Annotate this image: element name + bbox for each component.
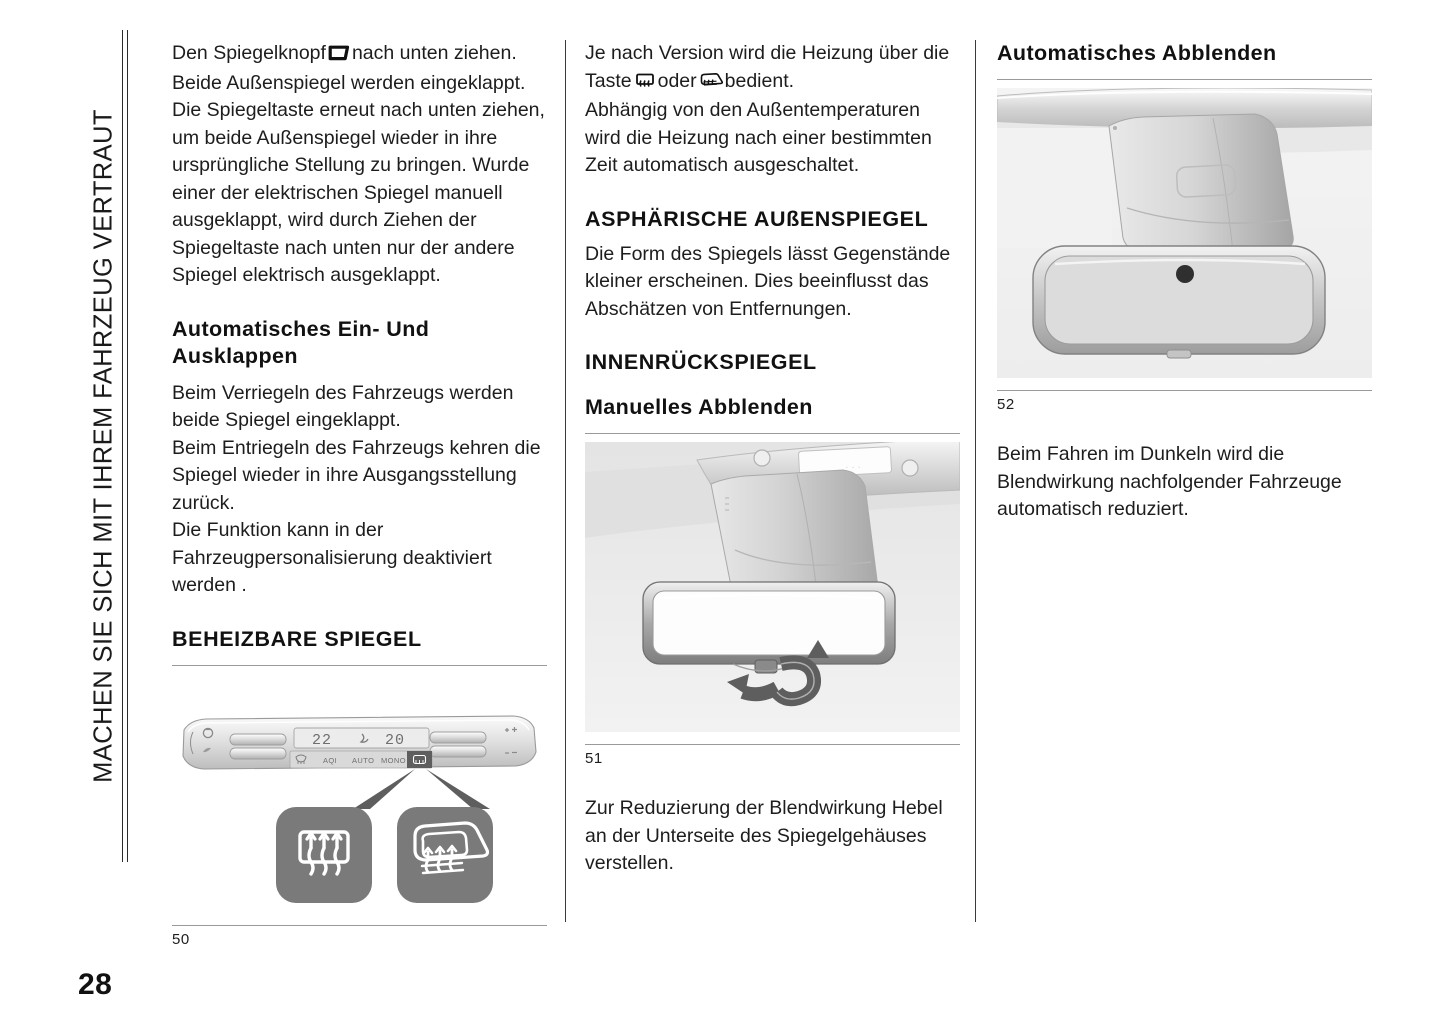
heading-aspheric-mirrors: ASPHÄRISCHE AUßENSPIEGEL [585, 206, 929, 231]
rule-under-manual-dimming [585, 433, 960, 434]
callout-connectors [353, 769, 490, 809]
para-mirror-button-lead: Den Spiegelknopf [172, 42, 326, 64]
rear-window-defroster-icon [634, 70, 656, 98]
heading-auto-fold: Automatisches Ein- Und Ausklappen [172, 316, 430, 368]
mirror-button-icon [328, 42, 350, 70]
heading-interior-mirror: INNENRÜCKSPIEGEL [585, 350, 817, 374]
rule-under-auto-dimming [997, 79, 1372, 80]
column-separator-2 [975, 40, 976, 922]
paragraph-heating-auto-off: Abhängig von den Außentemperaturen wird die Heizung nach einer bestimmten Zeit automatisch ausgeschaltet. [585, 99, 932, 176]
rule-under-heated-mirrors [172, 665, 547, 666]
figure-climate-control-panel [172, 708, 547, 913]
mirror-stem-auto [1109, 114, 1293, 254]
climate-button-row [290, 751, 432, 768]
paragraph-heating-buttons [585, 40, 960, 97]
paragraph-lock-fold: Beim Verriegeln des Fahrzeugs werden beide Spiegel eingeklappt. [172, 381, 514, 431]
paragraph-aspheric-description: Die Form des Spiegels lässt Gegenstände kleiner erscheinen. Dies beeinflusst das Abschätzen von Entfernungen. [585, 242, 951, 320]
rule-above-caption-51 [585, 744, 960, 745]
page-number: 28 [78, 968, 113, 1001]
climate-button-label-0: AQI [323, 755, 338, 765]
paragraph-mirror-button [172, 40, 547, 290]
para-heating-lead: Je nach Version wird die Heizung über die Taste [585, 42, 950, 92]
paragraph-night-driving: Beim Fahren im Dunkeln wird die Blendwirkung nachfolgender Fahrzeuge automatisch reduziert. [997, 443, 1342, 520]
climate-button-label-2: MONO [381, 755, 406, 765]
climate-display [294, 728, 429, 749]
paragraph-personalisation: Die Funktion kann in der Fahrzeugpersonalisierung deaktiviert werden . [172, 519, 492, 596]
column-2 [585, 40, 960, 878]
sidebar-rule-outer [127, 30, 128, 862]
climate-button-rear-defroster-highlighted [407, 751, 432, 768]
svg-text:. . .: . . . [845, 459, 861, 471]
para-mirror-button-rest: nach unten ziehen. Beide Außenspiegel werden eingeklappt. Die Spiegeltaste erneut nach unten ziehen, um beide Außenspiegel wieder in ihre ursprüngliche Stellung zu bringen. Wurde einer der elektrischen Spiegel manuell ausgeklappt, wird durch Ziehen der Spiegeltaste nach unten nur der andere Spiegel elektrisch ausgeklappt. [172, 42, 545, 286]
para-heating-end: bedient. [724, 69, 795, 92]
column-separator-1 [565, 40, 566, 922]
paragraph-lever-adjust: Zur Reduzierung der Blendwirkung Hebel an der Unterseite des Spiegelgehäuses verstellen. [585, 797, 943, 874]
figure-interior-mirror-auto [997, 88, 1372, 378]
callout-rear-window-defroster [276, 807, 372, 903]
running-head-label: MACHEN SIE SICH MIT IHREM FAHRZEUG VERTRAUT [89, 109, 118, 783]
sidebar-rule-inner [122, 30, 123, 862]
auto-dim-sensor-dot [1176, 265, 1194, 283]
rearview-mirror-body [643, 582, 895, 664]
figure-caption-51: 51 [585, 750, 603, 767]
heading-heated-mirrors: BEHEIZBARE SPIEGEL [172, 626, 422, 651]
figure-caption-50: 50 [172, 930, 190, 948]
paragraph-unlock-fold: Beim Entriegeln des Fahrzeugs kehren die Spiegel wieder in ihre Ausgangsstellung zurück. [172, 436, 541, 514]
running-head-sidebar [78, 30, 130, 862]
figure-caption-52: 52 [997, 396, 1015, 413]
rule-above-caption-50 [172, 925, 547, 926]
heading-manual-dimming: Manuelles Abblenden [585, 395, 813, 419]
rule-above-caption-52 [997, 390, 1372, 391]
climate-display-left-temp: 22 [312, 731, 333, 749]
callout-mirror-defroster [397, 807, 493, 903]
column-1 [172, 40, 547, 950]
column-3 [997, 40, 1372, 524]
para-heating-or: oder [657, 69, 697, 92]
climate-display-right-temp: 20 [385, 731, 406, 749]
mirror-defroster-icon [699, 70, 723, 98]
rearview-mirror-body-auto [1033, 246, 1325, 358]
figure-interior-mirror-manual [585, 442, 960, 732]
climate-button-label-1: AUTO [352, 755, 375, 765]
heading-auto-dimming: Automatisches Abblenden [997, 41, 1277, 65]
